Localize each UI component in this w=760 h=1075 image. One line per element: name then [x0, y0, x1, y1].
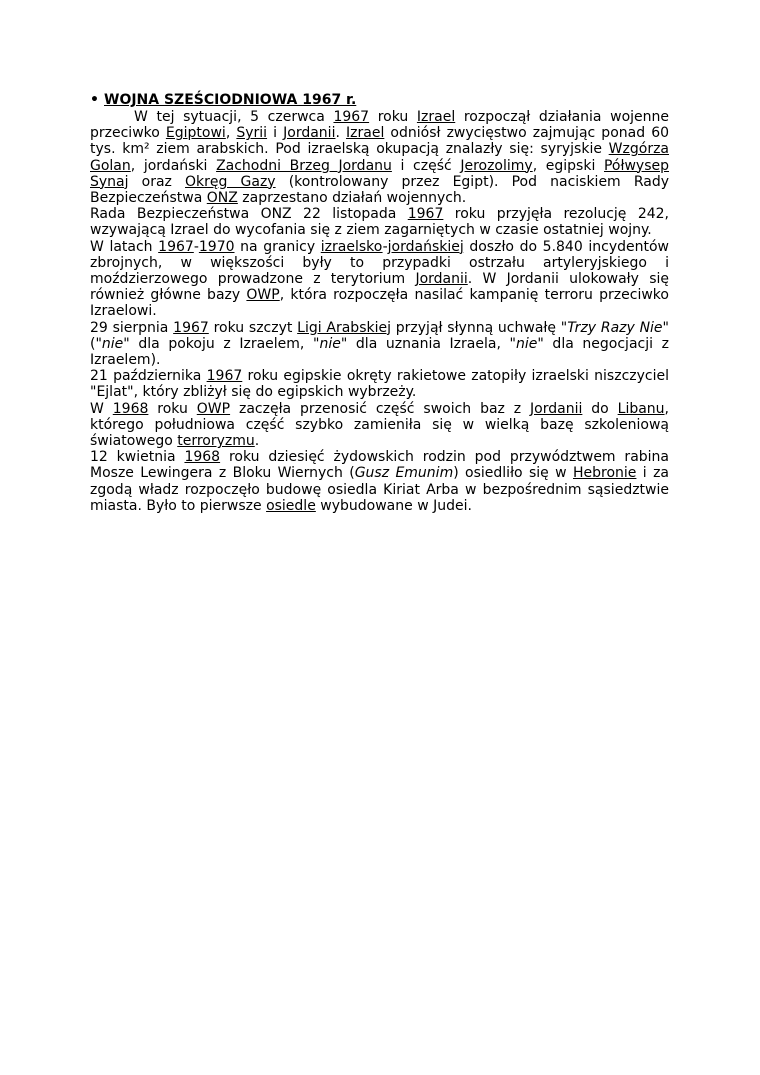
- text: " (": [90, 319, 669, 352]
- text: " dla negocjacji z Izraelem).: [90, 335, 669, 369]
- link-jerozolimy[interactable]: Jerozolimy: [460, 157, 533, 174]
- text: .: [335, 125, 347, 142]
- text: W: [90, 400, 113, 417]
- italic-text: nie: [515, 335, 538, 352]
- text: , którego południowa część szybko zamieniła się w wielką bazę szkoleniową światowego: [90, 400, 669, 450]
- text: i za zgodą władz rozpoczęło budowę osiedla Kiriat Arba w bezpośrednim sąsiedztwie miasta. Było to pierwsze: [90, 465, 669, 514]
- paragraph-owp-lebanon: [90, 401, 669, 450]
- link-1967[interactable]: 1967: [206, 368, 243, 385]
- text: doszło do 5.840 incydentów zbrojnych, w większości były to przypadki ostrzału artyleryjskiego i moździerzowego prowadzone z terytorium: [90, 238, 669, 288]
- text: . W Jordanii ulokowały się również główne bazy: [90, 271, 669, 304]
- text: zaczęła przenosić część swoich baz z: [230, 400, 531, 417]
- link-izrael[interactable]: Izrael: [346, 125, 385, 142]
- text: , która rozpoczęła nasilać kampanię terroru przeciwko Izraelowi.: [90, 287, 669, 320]
- text: " dla uznania Izraela, ": [340, 335, 516, 352]
- text: zaprzestano działań wojennych.: [237, 190, 467, 207]
- italic-text: nie: [101, 335, 124, 352]
- text: ,: [225, 125, 237, 142]
- text: 21 października: [90, 368, 207, 385]
- link-1967[interactable]: 1967: [158, 238, 194, 255]
- text: odniósł zwycięstwo zajmując ponad 60 tys. km² ziem arabskich. Pod izraelską okupacją znalazły się: syryjskie: [90, 125, 670, 158]
- text: roku szczyt: [208, 319, 298, 336]
- text: , jordański: [130, 157, 217, 174]
- text: roku egipskie okręty rakietowe zatopiły izraelski niszczyciel "Ejlat", który zbliżył się do egipskich wybrzeży.: [90, 368, 669, 401]
- link-owp[interactable]: OWP: [246, 287, 280, 304]
- text: roku przyjęła rezolucję 242, wzywającą Izrael do wycofania się z ziem zagarniętych w czasie ostatniej wojny.: [90, 206, 669, 239]
- link-1968[interactable]: 1968: [184, 449, 221, 466]
- text: do: [582, 400, 618, 417]
- text: 29 sierpnia: [90, 319, 174, 336]
- link-owp[interactable]: OWP: [196, 400, 231, 417]
- link-ligi-arabskiej[interactable]: Ligi Arabskiej: [297, 319, 391, 336]
- text: wybudowane w Judei.: [315, 497, 472, 514]
- text: roku dziesięć żydowskich rodzin pod przywództwem rabina Mosze Lewingera z Bloku Wiernych (: [90, 449, 669, 482]
- link-jordanskiej[interactable]: jordańskiej: [387, 238, 464, 255]
- link-osiedle[interactable]: osiedle: [266, 497, 316, 514]
- paragraph-arab-league: [90, 320, 669, 369]
- text: W latach: [90, 238, 159, 255]
- bullet-icon: •: [90, 92, 99, 108]
- text: -: [193, 238, 199, 255]
- text: -: [382, 238, 388, 255]
- link-libanu[interactable]: Libanu: [617, 400, 665, 417]
- text: 12 kwietnia: [90, 449, 185, 466]
- italic-text: Trzy Razy Nie: [567, 319, 663, 336]
- italic-text: nie: [319, 335, 341, 352]
- link-zachodni-brzeg-jordanu[interactable]: Zachodni Brzeg Jordanu: [216, 157, 392, 174]
- text: rozpoczął działania wojenne przeciwko: [90, 109, 669, 142]
- link-wzgorza-golan[interactable]: Wzgórza Golan: [90, 141, 669, 174]
- section-heading: [90, 91, 669, 109]
- link-jordanii[interactable]: Jordanii: [530, 400, 583, 417]
- text: (kontrolowany przez Egipt). Pod naciskiem Rady Bezpieczeństwa: [90, 173, 669, 207]
- text: " dla pokoju z Izraelem, ": [123, 335, 320, 352]
- link-izraelsko[interactable]: izraelsko: [320, 238, 383, 255]
- link-onz[interactable]: ONZ: [206, 190, 238, 207]
- link-egiptowi[interactable]: Egiptowi: [165, 125, 226, 142]
- text: ) osiedliło się w: [453, 465, 573, 482]
- text: .: [254, 433, 260, 450]
- text: Rada Bezpieczeństwa ONZ 22 listopada: [90, 206, 408, 223]
- paragraph-ejlat: [90, 368, 669, 400]
- link-jordanii[interactable]: Jordanii: [415, 271, 468, 288]
- link-okreg-gazy[interactable]: Okręg Gazy: [185, 173, 276, 190]
- link-1967[interactable]: 1967: [407, 206, 444, 223]
- text: roku: [148, 400, 197, 417]
- heading-title: WOJNA SZEŚCIODNIOWA 1967 r.: [104, 92, 357, 108]
- text: roku: [369, 109, 417, 125]
- link-syrii[interactable]: Syrii: [236, 125, 268, 142]
- paragraph-border-incidents: [90, 239, 669, 320]
- text: na granicy: [234, 238, 321, 255]
- text: oraz: [128, 173, 186, 190]
- link-1970[interactable]: 1970: [198, 238, 235, 255]
- link-polwysep-synaj[interactable]: Półwysep Synaj: [90, 157, 670, 190]
- link-jordanii[interactable]: Jordanii: [283, 125, 336, 142]
- document-page: [90, 91, 669, 514]
- text: W tej sytuacji, 5 czerwca: [134, 109, 334, 125]
- paragraph-hebron: [90, 449, 669, 514]
- link-terroryzmu[interactable]: terroryzmu: [177, 433, 255, 450]
- link-1968[interactable]: 1968: [112, 400, 149, 417]
- link-1967[interactable]: 1967: [173, 319, 209, 336]
- italic-text: Gusz Emunim: [354, 465, 454, 482]
- text: i część: [391, 157, 461, 174]
- text: i: [267, 125, 284, 142]
- link-hebronie[interactable]: Hebronie: [573, 465, 637, 482]
- link-1967[interactable]: 1967: [333, 109, 370, 125]
- text: przyjął słynną uchwałę ": [391, 319, 568, 336]
- text: , egipski: [532, 157, 604, 174]
- paragraph-intro: [90, 109, 669, 206]
- link-izrael[interactable]: Izrael: [416, 109, 456, 125]
- paragraph-resolution-242: [90, 206, 669, 238]
